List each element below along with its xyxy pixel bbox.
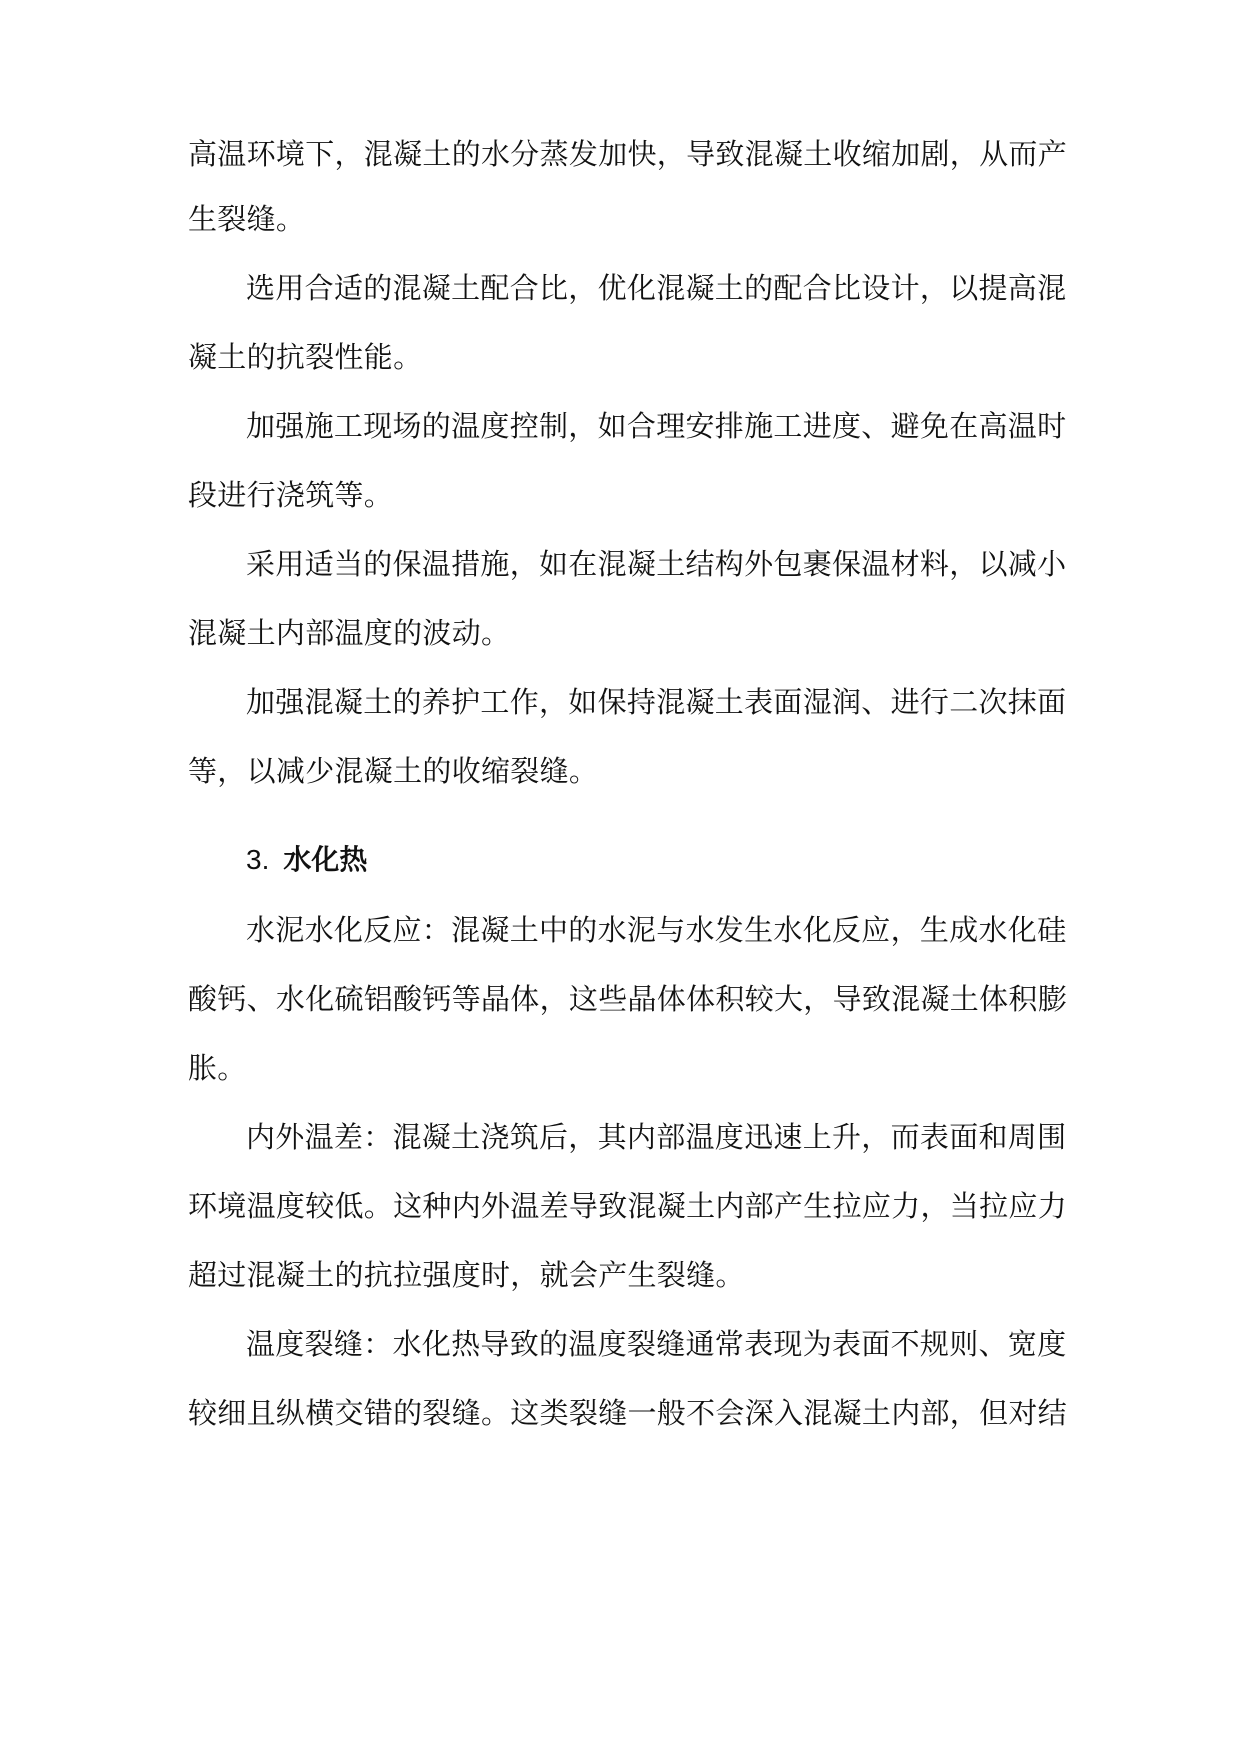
- section-heading: [246, 840, 367, 880]
- paragraph-line: 水泥水化反应：混凝土中的水泥与水发生水化反应，生成水化硅: [246, 913, 1067, 947]
- paragraph-line: 段进行浇筑等。: [188, 478, 394, 512]
- paragraph-line: 采用适当的保温措施，如在混凝土结构外包裹保温材料，以减小: [246, 547, 1067, 581]
- paragraph-line: 混凝土内部温度的波动。: [188, 616, 511, 650]
- paragraph-line: 酸钙、水化硫铝酸钙等晶体，这些晶体体积较大，导致混凝土体积膨: [188, 982, 1068, 1016]
- paragraph-line: 加强施工现场的温度控制，如合理安排施工进度、避免在高温时: [246, 409, 1067, 443]
- paragraph-line: 环境温度较低。这种内外温差导致混凝土内部产生拉应力，当拉应力: [188, 1189, 1068, 1223]
- paragraph-line: 加强混凝土的养护工作，如保持混凝土表面湿润、进行二次抹面: [246, 685, 1067, 719]
- section-number: 3.: [246, 844, 270, 875]
- paragraph-line: 凝土的抗裂性能。: [188, 340, 423, 374]
- section-title: 水化热: [283, 843, 368, 876]
- paragraph-line: 内外温差：混凝土浇筑后，其内部温度迅速上升，而表面和周围: [246, 1120, 1067, 1154]
- paragraph-line: 较细且纵横交错的裂缝。这类裂缝一般不会深入混凝土内部，但对结: [188, 1396, 1068, 1430]
- paragraph-line: 胀。: [188, 1051, 247, 1085]
- paragraph-line: 高温环境下，混凝土的水分蒸发加快，导致混凝土收缩加剧，从而产: [188, 137, 1068, 171]
- paragraph-line: 等，以减少混凝土的收缩裂缝。: [188, 754, 599, 788]
- paragraph-line: 超过混凝土的抗拉强度时，就会产生裂缝。: [188, 1258, 745, 1292]
- paragraph-line: 选用合适的混凝土配合比，优化混凝土的配合比设计，以提高混: [246, 271, 1067, 305]
- paragraph-line: 生裂缝。: [188, 202, 306, 236]
- paragraph-line: 温度裂缝：水化热导致的温度裂缝通常表现为表面不规则、宽度: [246, 1327, 1067, 1361]
